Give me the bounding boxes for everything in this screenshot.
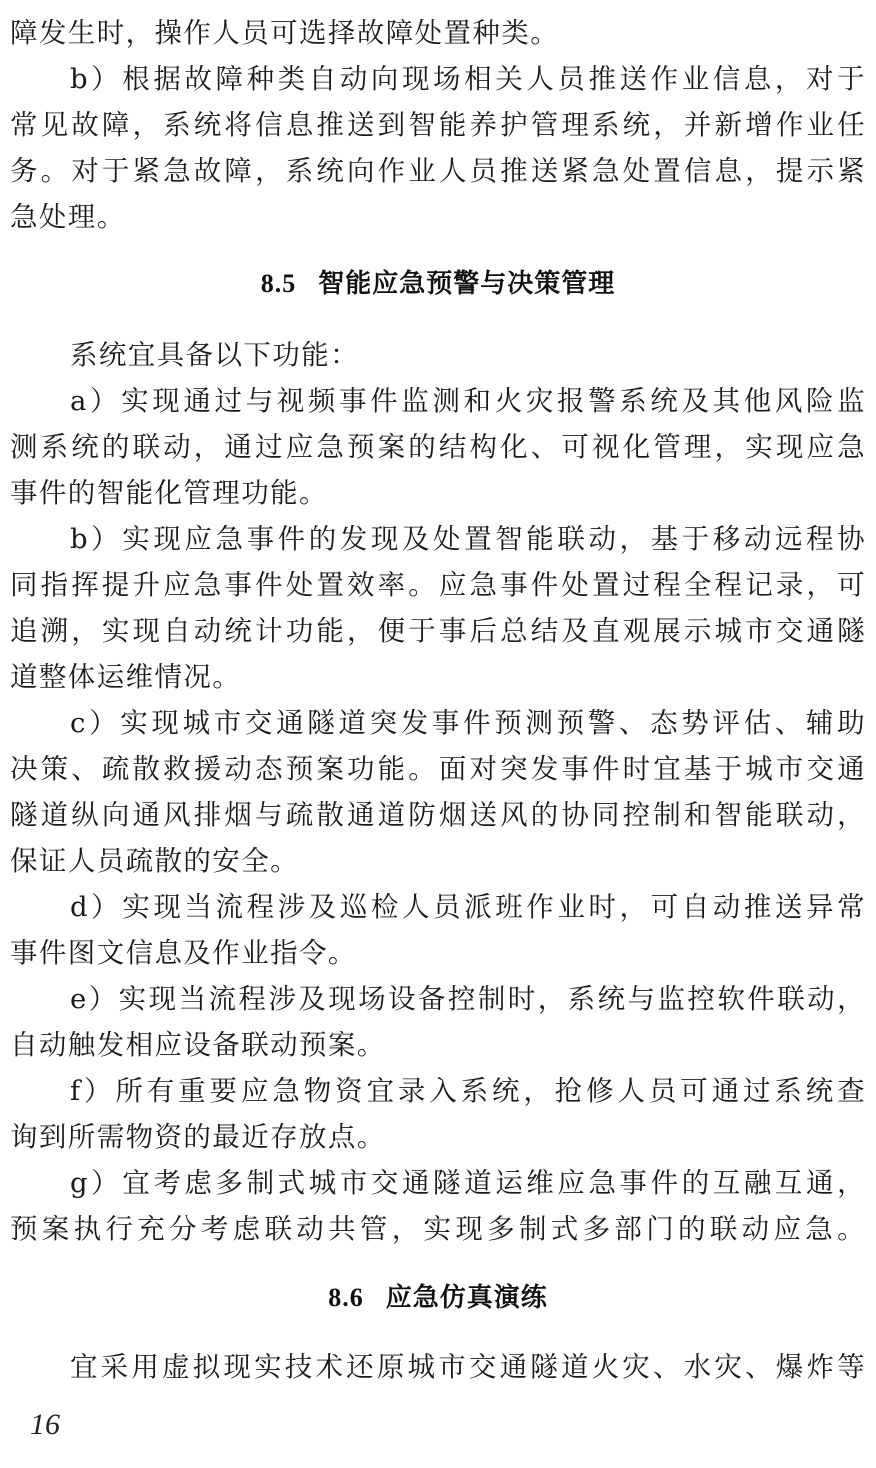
page-number: 16 — [30, 1408, 60, 1441]
list-item-e-line: e）实现当流程涉及现场设备控制时，系统与监控软件联动， — [70, 983, 866, 1015]
list-item-e-line: 自动触发相应设备联动预案。 — [10, 1029, 386, 1061]
section-number: 8.5 — [260, 269, 297, 298]
paragraph-line: 急处理。 — [10, 201, 126, 233]
list-item-a-line: 测系统的联动，通过应急预案的结构化、可视化管理，实现应急 — [10, 431, 866, 463]
section-title: 应急仿真演练 — [385, 1283, 548, 1313]
list-item-c-line: c）实现城市交通隧道突发事件预测预警、态势评估、辅助 — [70, 707, 866, 739]
section-heading-8-5 — [0, 264, 876, 304]
list-item-b-line: 道整体运维情况。 — [10, 661, 242, 693]
paragraph-line: 宜采用虚拟现实技术还原城市交通隧道火灾、水灾、爆炸等 — [70, 1351, 866, 1383]
list-item-c-line: 隧道纵向通风排烟与疏散通道防烟送风的协同控制和智能联动， — [10, 799, 866, 831]
paragraph-line: b）根据故障种类自动向现场相关人员推送作业信息，对于 — [70, 63, 866, 95]
section-title: 智能应急预警与决策管理 — [318, 269, 616, 299]
list-item-c-line: 决策、疏散救援动态预案功能。面对突发事件时宜基于城市交通 — [10, 753, 866, 785]
section-heading-8-6 — [0, 1278, 876, 1318]
list-item-c-line: 保证人员疏散的安全。 — [10, 845, 299, 877]
paragraph-line: 障发生时，操作人员可选择故障处置种类。 — [10, 17, 560, 49]
list-item-f-line: 询到所需物资的最近存放点。 — [10, 1121, 386, 1153]
paragraph-line: 务。对于紧急故障，系统向作业人员推送紧急处置信息，提示紧 — [10, 155, 866, 187]
list-item-a-line: 事件的智能化管理功能。 — [10, 477, 328, 509]
list-item-a-line: a）实现通过与视频事件监测和火灾报警系统及其他风险监 — [70, 385, 866, 417]
list-item-f-line: f）所有重要应急物资宜录入系统，抢修人员可通过系统查 — [70, 1075, 866, 1107]
list-item-d-line: d）实现当流程涉及巡检人员派班作业时，可自动推送异常 — [70, 891, 866, 923]
paragraph-line: 常见故障，系统将信息推送到智能养护管理系统，并新增作业任 — [10, 109, 866, 141]
list-item-d-line: 事件图文信息及作业指令。 — [10, 937, 357, 969]
list-item-g-line: g）宜考虑多制式城市交通隧道运维应急事件的互融互通， — [70, 1167, 866, 1199]
list-item-b-line: 追溯，实现自动统计功能，便于事后总结及直观展示城市交通隧 — [10, 615, 866, 647]
section-number: 8.6 — [328, 1283, 364, 1312]
section-intro: 系统宜具备以下功能： — [70, 339, 359, 371]
list-item-b-line: 同指挥提升应急事件处置效率。应急事件处置过程全程记录，可 — [10, 569, 866, 601]
list-item-b-line: b）实现应急事件的发现及处置智能联动，基于移动远程协 — [70, 523, 866, 555]
list-item-g-line: 预案执行充分考虑联动共管，实现多制式多部门的联动应急。 — [10, 1213, 866, 1245]
